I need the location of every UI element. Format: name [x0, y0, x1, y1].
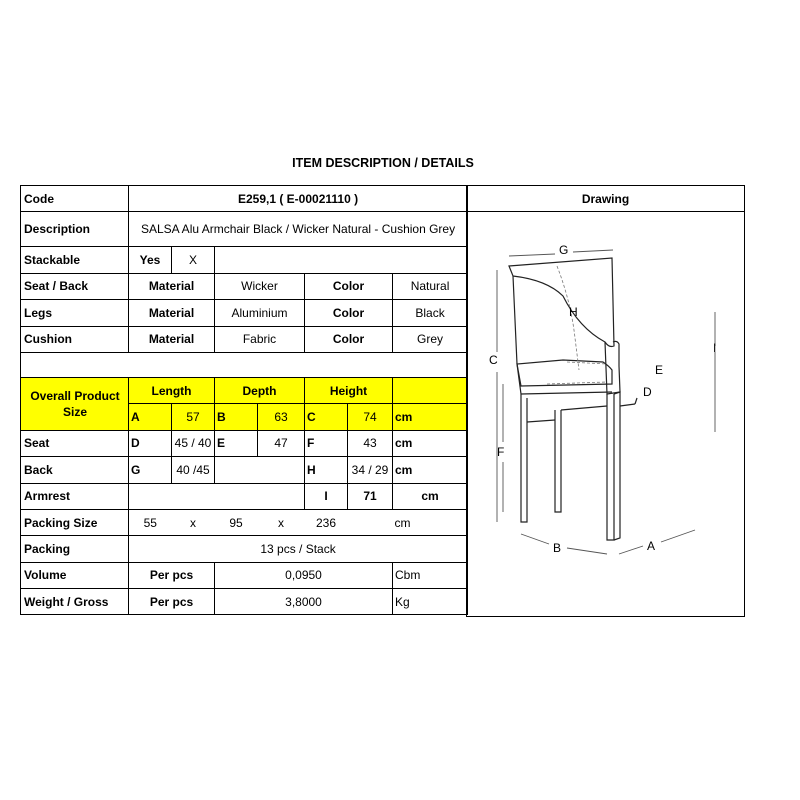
chair-drawing	[467, 212, 744, 616]
packing-value: 13 pcs / Stack	[129, 536, 468, 562]
packing-height: 236	[305, 509, 348, 535]
color-value: Grey	[393, 326, 468, 352]
dim-i-letter: I	[305, 483, 348, 509]
weight-per: Per pcs	[129, 589, 215, 615]
weight-unit: Kg	[393, 589, 468, 615]
dimension-guides	[547, 266, 607, 384]
dim-a-letter: A	[129, 404, 172, 430]
packing-length: 55	[129, 509, 172, 535]
dim-f-letter: F	[305, 430, 348, 456]
code-row	[21, 186, 468, 212]
overall-header-row	[21, 377, 468, 403]
spacer-cell	[21, 352, 468, 377]
stackable-mark: X	[172, 247, 215, 273]
dim-label-a: A	[647, 539, 656, 553]
dim-label-c: C	[489, 353, 498, 367]
color-label: Color	[305, 273, 393, 299]
color-label: Color	[305, 300, 393, 326]
drawing-header: Drawing	[467, 186, 744, 212]
component-row	[21, 326, 468, 352]
armrest-empty	[129, 483, 305, 509]
dim-c-value: 74	[348, 404, 393, 430]
seat-unit: cm	[393, 430, 468, 456]
back-label: Back	[21, 457, 129, 483]
dim-e-letter: E	[215, 430, 258, 456]
dim-d-value: 45 / 40	[172, 430, 215, 456]
material-label: Material	[129, 326, 215, 352]
description-value: SALSA Alu Armchair Black / Wicker Natural - Cushion Grey	[129, 212, 468, 247]
dim-label-h: H	[569, 305, 578, 319]
packing-x-2: x	[258, 509, 305, 535]
volume-row	[21, 562, 468, 588]
height-label: Height	[305, 377, 393, 403]
drawing-panel	[466, 185, 745, 617]
armrest-unit: cm	[393, 483, 468, 509]
chair-outline	[509, 258, 637, 540]
dim-e-value: 47	[258, 430, 305, 456]
length-label: Length	[129, 377, 215, 403]
packing-size-unit: cm	[393, 509, 468, 535]
material-label: Material	[129, 300, 215, 326]
armrest-row	[21, 483, 468, 509]
code-label: Code	[21, 186, 129, 212]
dim-label-g: G	[559, 243, 569, 257]
spacer-row	[21, 352, 468, 377]
volume-unit: Cbm	[393, 562, 468, 588]
dim-i-value: 71	[348, 483, 393, 509]
armrest-label: Armrest	[21, 483, 129, 509]
packing-width: 95	[215, 509, 258, 535]
dim-h-letter: H	[305, 457, 348, 483]
component-label: Seat / Back	[21, 273, 129, 299]
component-row	[21, 273, 468, 299]
component-label: Cushion	[21, 326, 129, 352]
code-value: E259,1 ( E-00021110 )	[129, 186, 468, 212]
dim-label-i: I	[713, 341, 717, 355]
stackable-yes: Yes	[129, 247, 172, 273]
packing-x-1: x	[172, 509, 215, 535]
back-row	[21, 457, 468, 483]
dim-c-letter: C	[305, 404, 348, 430]
weight-row	[21, 589, 468, 615]
material-label: Material	[129, 273, 215, 299]
spec-table	[20, 185, 468, 615]
material-value: Aluminium	[215, 300, 305, 326]
overall-header-empty	[393, 377, 468, 403]
packing-size-row	[21, 509, 468, 535]
dim-g-value: 40 /45	[172, 457, 215, 483]
component-row	[21, 300, 468, 326]
dim-d-letter: D	[129, 430, 172, 456]
dim-label-b: B	[553, 541, 562, 555]
overall-size-label: Overall Product Size	[21, 377, 129, 430]
dim-h-value: 34 / 29	[348, 457, 393, 483]
back-empty	[215, 457, 305, 483]
packing-label: Packing	[21, 536, 129, 562]
volume-per: Per pcs	[129, 562, 215, 588]
component-label: Legs	[21, 300, 129, 326]
stackable-empty	[215, 247, 468, 273]
dim-f-value: 43	[348, 430, 393, 456]
material-value: Fabric	[215, 326, 305, 352]
document-title: ITEM DESCRIPTION / DETAILS	[292, 156, 474, 170]
dim-b-value: 63	[258, 404, 305, 430]
dim-label-d: D	[643, 385, 652, 399]
dim-g-letter: G	[129, 457, 172, 483]
seat-row	[21, 430, 468, 456]
stackable-row	[21, 247, 468, 273]
packing-row	[21, 536, 468, 562]
color-label: Color	[305, 326, 393, 352]
depth-label: Depth	[215, 377, 305, 403]
dimension-arrows	[497, 250, 715, 554]
dim-label-f: F	[497, 445, 505, 459]
weight-value: 3,8000	[215, 589, 393, 615]
packing-size-label: Packing Size	[21, 509, 129, 535]
description-label: Description	[21, 212, 129, 247]
weight-label: Weight / Gross	[21, 589, 129, 615]
dim-a-value: 57	[172, 404, 215, 430]
seat-label: Seat	[21, 430, 129, 456]
overall-unit: cm	[393, 404, 468, 430]
color-value: Black	[393, 300, 468, 326]
dim-label-e: E	[655, 363, 664, 377]
color-value: Natural	[393, 273, 468, 299]
volume-label: Volume	[21, 562, 129, 588]
dim-b-letter: B	[215, 404, 258, 430]
back-unit: cm	[393, 457, 468, 483]
packing-size-spacer	[348, 509, 393, 535]
stackable-label: Stackable	[21, 247, 129, 273]
material-value: Wicker	[215, 273, 305, 299]
description-row	[21, 212, 468, 247]
volume-value: 0,0950	[215, 562, 393, 588]
